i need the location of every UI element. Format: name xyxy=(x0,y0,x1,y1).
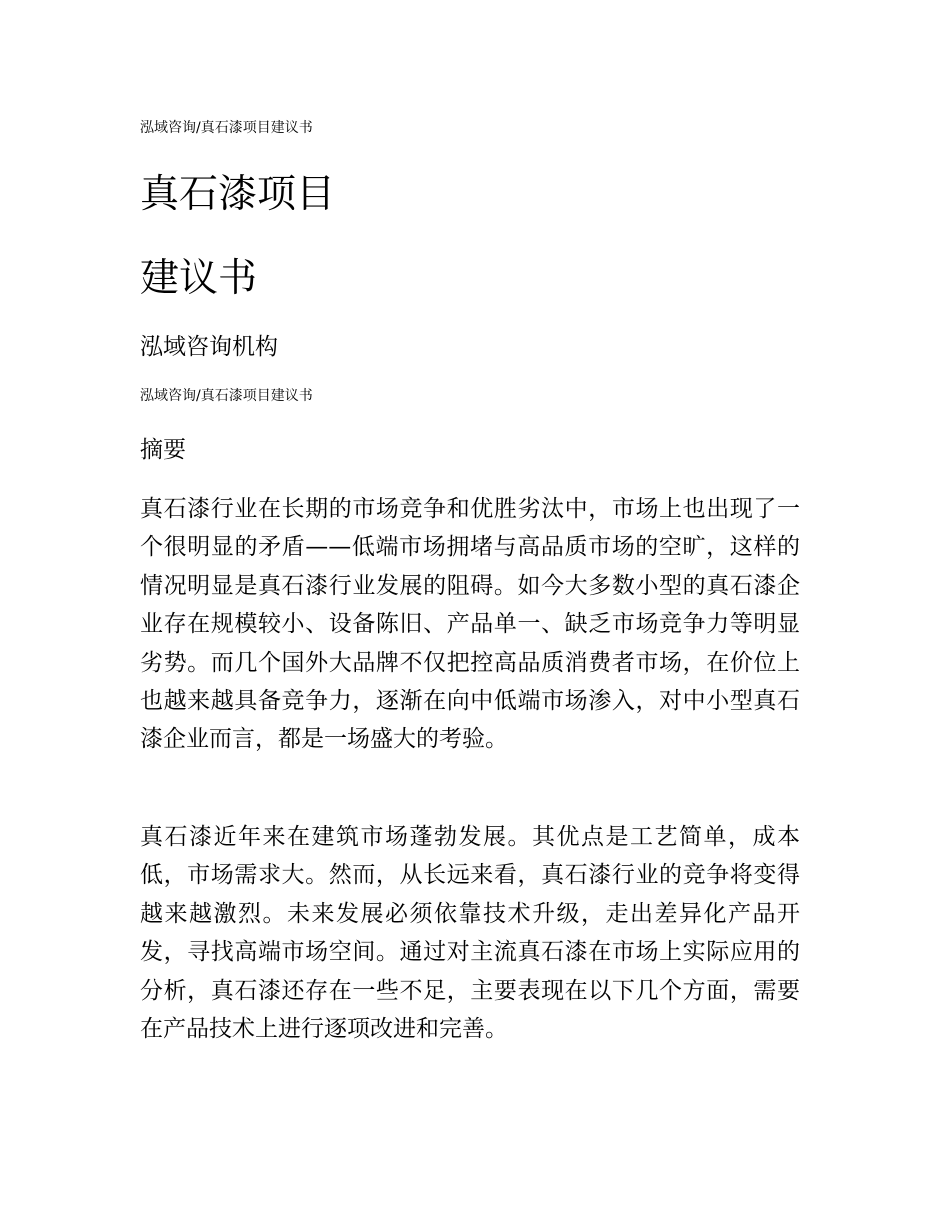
document-title-line-2: 建议书 xyxy=(140,256,258,301)
organization-name: 泓域咨询机构 xyxy=(140,334,278,360)
abstract-paragraph-2: 真石漆近年来在建筑市场蓬勃发展。其优点是工艺简单，成本低，市场需求大。然而，从长远来看，真石漆行业的竞争将变得越来越激烈。未来发展必须依靠技术升级，走出差异化产品开发，寻找高端市场空间。通过对主流真石漆在市场上实际应用的分析，真石漆还存在一些不足，主要表现在以下几个方面，需要在产品技术上进行逐项改进和完善。 xyxy=(140,824,800,1043)
abstract-heading: 摘要 xyxy=(140,437,186,463)
document-title-line-1: 真石漆项目 xyxy=(140,172,336,217)
section-running-header: 泓域咨询/真石漆项目建议书 xyxy=(140,388,313,404)
running-header: 泓域咨询/真石漆项目建议书 xyxy=(140,120,313,136)
abstract-paragraph-1: 真石漆行业在长期的市场竞争和优胜劣汰中，市场上也出现了一个很明显的矛盾——低端市场拥堵与高品质市场的空旷，这样的情况明显是真石漆行业发展的阻碍。如今大多数小型的真石漆企业存在规模较小、设备陈旧、产品单一、缺乏市场竞争力等明显劣势。而几个国外大品牌不仅把控高品质消费者市场，在价位上也越来越具备竞争力，逐渐在向中低端市场渗入，对中小型真石漆企业而言，都是一场盛大的考验。 xyxy=(140,496,800,753)
